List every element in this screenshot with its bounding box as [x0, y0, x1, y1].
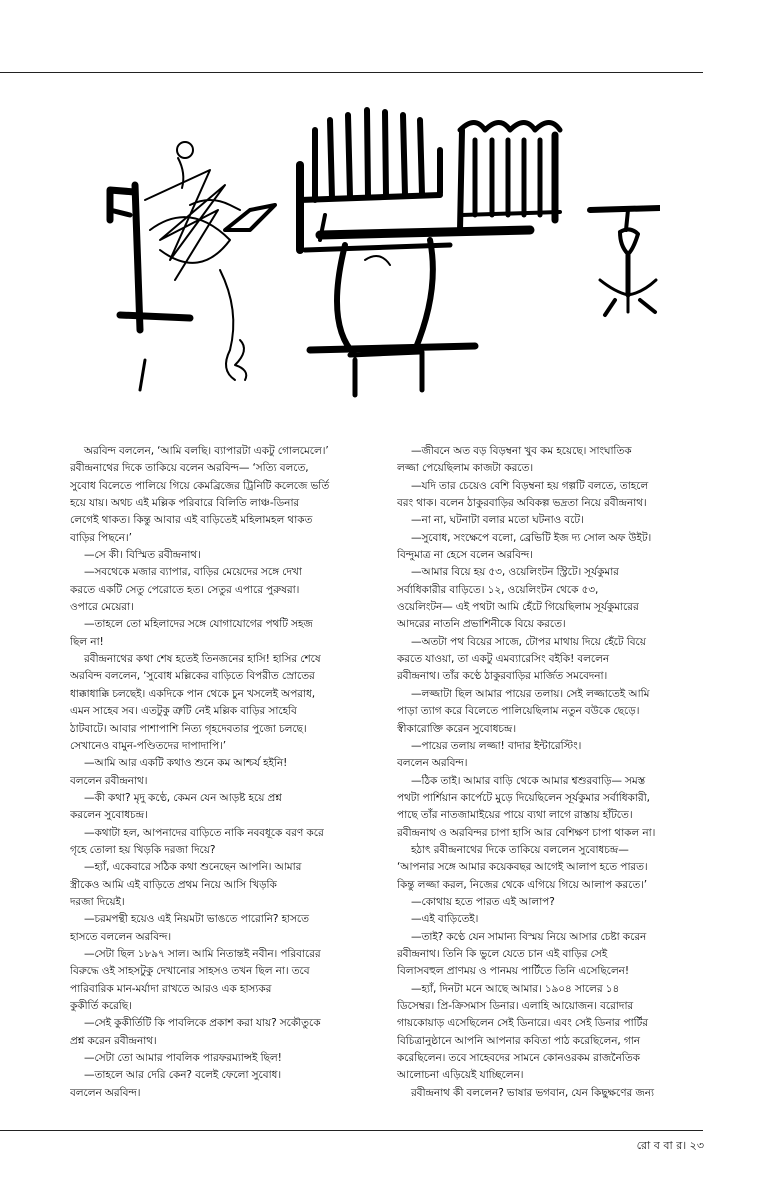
text-line: —পায়ের তলায় লজ্জা! বাদার ইন্টারেস্টিং। — [411, 739, 582, 752]
text-line: —লজ্জাটা ছিল আমার পায়ের তলায়। সেই লজ্জাতেই আমি — [411, 687, 650, 700]
text-line: সেখানেও বামুন-পণ্ডিতদের দাপাদাপি।’ — [70, 739, 227, 752]
text-line: বললেন রবীন্দ্রনাথ। — [70, 774, 148, 787]
text-line: —অতটা পথ বিয়ের সাজে, টোপর মাথায় দিয়ে হেঁটে বিয়ে — [411, 635, 646, 648]
text-line: —না না, ঘটনাটা বলার মতো ঘটনাও বটে। — [411, 514, 584, 527]
text-line: রবীন্দ্রনাথ। তিনি কি ভুলে যেতে চান এই বাড়ির সেই — [397, 947, 608, 960]
text-line: রবীন্দ্রনাথের দিকে তাকিয়ে বলেন অরবিন্দ— ‘সত্যি বলতে, — [70, 462, 309, 475]
top-rule — [0, 72, 703, 73]
text-line: —সুবোধ, সংক্ষেপে বলো, ব্রেভিটি ইজ দ্য সোল অফ উইট। — [411, 531, 652, 544]
bottom-rule — [0, 1130, 703, 1131]
text-line: আলোচনা এড়িয়েই যাচ্ছিলেন। — [397, 1069, 524, 1082]
text-line: —তাই? কণ্ঠে যেন সামান্য বিস্ময় নিয়ে আসার চেষ্টা করেন — [411, 930, 647, 943]
text-line: —জীবনে অত বড় বিড়ম্বনা খুব কম হয়েছে। সাংঘাতিক — [411, 445, 632, 457]
text-line: প্রশ্ন করেন রবীন্দ্রনাথ। — [70, 1034, 157, 1047]
text-line: —আমার বিয়ে হয় ৫৩, ওয়েলিংটন স্ট্রিটে। সূর্যকুমার — [411, 566, 619, 579]
text-line: রবীন্দ্রনাথ। তাঁর কণ্ঠে ঠাকুরবাড়ির মার্জিত সমবেদনা। — [397, 670, 608, 683]
text-line: গায়কোয়াড় এসেছিলেন সেই ডিনারে। এবং সেই ডিনার পার্টির — [397, 1017, 648, 1030]
text-line: ছিল না! — [70, 635, 104, 648]
text-line: করতে যাওয়া, তা একটু এমব্যারেসিং বইকি! বললেন — [397, 653, 610, 666]
text-line: লেগেই থাকত। কিন্তু আবার এই বাড়িতেই মহিলামহল থাকত — [70, 514, 313, 527]
text-line: কিন্তু লজ্জা করল, নিজের থেকে এগিয়ে গিয়ে আলাপ করতে।’ — [397, 878, 648, 891]
text-line: ওয়েলিংটন— এই পথটা আমি হেঁটে গিয়েছিলাম সূর্যকুমারের — [397, 601, 639, 614]
text-column-right — [397, 443, 703, 1102]
text-line: হাসতে বললেন অরবিন্দ। — [70, 930, 171, 943]
text-line: পথটা পার্শিয়ান কার্পেটে মুড়ে দিয়েছিলেন সূর্যকুমার সর্বাধিকারী, — [397, 791, 650, 804]
text-line: বিরুদ্ধে ওই সাহসটুকু দেখানোর সাহসও তখন ছিল না। তবে — [70, 965, 310, 978]
text-line: বিন্দুমাত্র না হেসে বলেন অরবিন্দ। — [397, 549, 533, 562]
text-line: বিলাসবহুল প্রাণময় ও পানময় পার্টিতে তিনি এসেছিলেন! — [397, 965, 629, 978]
text-column-left — [70, 443, 376, 1102]
page-footer: রো ব বা র। ২৩ — [636, 1139, 704, 1152]
text-line: —যদি তার চেয়েও বেশি বিড়ম্বনা হয় গল্পটি বলতে, তাহলে — [411, 479, 649, 492]
text-line: —সেটা ছিল ১৮৯৭ সাল। আমি নিতান্তই নবীন। পরিবারের — [84, 947, 321, 960]
text-line: বললেন অরবিন্দ। — [70, 1086, 141, 1099]
text-line: লজ্জা পেয়েছিলাম কাজটা করতে। — [397, 462, 533, 475]
text-line: দরজা দিয়েই। — [70, 895, 125, 908]
text-line: পারিবারিক মান-মর্যাদা রাখতে আরও এক হাস্যকর — [70, 982, 272, 995]
text-line: —ঠিক তাই। আমার বাড়ি থেকে আমার শ্বশুরবাড়ি— সমস্ত — [411, 774, 646, 787]
text-line: পাছে তাঁর নাতজামাইয়ের পায়ে ব্যথা লাগে রাস্তায় হাঁটতে। — [397, 809, 633, 822]
text-line: —সবথেকে মজার ব্যাপার, বাড়ির মেয়েদের সঙ্গে দেখা — [84, 566, 302, 579]
text-line: পাড়া ত্যাগ করে বিলেতে পালিয়েছিলাম নতুন বউকে ছেড়ে। — [397, 705, 640, 718]
text-line: —তাহলে আর দেরি কেন? বলেই ফেলো সুবোধ। — [84, 1069, 281, 1082]
text-line: —সেই কুকীর্তিটি কি পাবলিকে প্রকাশ করা যায়? সকৌতুকে — [84, 1017, 321, 1030]
text-line: —সেটা তো আমার পাবলিক পারফরম্যান্সই ছিল! — [84, 1052, 282, 1065]
text-line: বিচিত্রানুষ্ঠানে আপনি আপনার কবিতা পাঠ করেছিলেন, গান — [397, 1034, 640, 1047]
ink-sketch-illustration — [100, 90, 660, 410]
text-line: রবীন্দ্রনাথের কথা শেষ হতেই তিনজনের হাসি! হাসির শেষে — [84, 653, 321, 666]
text-line: —এই বাড়িতেই। — [411, 913, 479, 926]
text-line: আদরের নাতনি প্রভাশিনীকে বিয়ে করতে। — [397, 618, 566, 631]
text-line: হঠাৎ রবীন্দ্রনাথের দিকে তাকিয়ে বললেন সুবোধচন্দ্র— — [411, 843, 629, 856]
text-line: ওপারে মেয়েরা। — [70, 601, 134, 614]
text-line: —চরমপন্থী হয়েও এই নিয়মটা ভাঙতে পারোনি? হাসতে — [84, 913, 309, 926]
text-line: —হ্যাঁ, একেবারে সঠিক কথা শুনেছেন আপনি। আমার — [84, 861, 302, 874]
text-line: করলেন সুবোধচন্দ্র। — [70, 809, 148, 822]
text-line: হয়ে যায়। অথচ এই মল্লিক পরিবারে বিলিতি লাঞ্চ-ডিনার — [70, 497, 300, 510]
text-line: অরবিন্দ বললেন, ‘আমি বলছি। ব্যাপারটা একটু গোলমেলে।’ — [84, 445, 329, 457]
text-line: বললেন অরবিন্দ। — [397, 757, 468, 770]
text-line: রবীন্দ্রনাথ ও অরবিন্দর চাপা হাসি আর বেশিক্ষণ চাপা থাকল না। — [397, 826, 656, 839]
text-line: এমন সাহেব সব। এতটুকু ত্রুটি নেই মল্লিক বাড়ির সাহেবি — [70, 705, 297, 718]
text-line: —কথাটা হল, আপনাদের বাড়িতে নাকি নববধূকে বরণ করে — [84, 826, 324, 839]
text-line: সর্বাধিকারীর বাড়িতে। ১২, ওয়েলিংটন থেকে ৫৩, — [397, 583, 599, 596]
text-line: বরং থাক। বলেন ঠাকুরবাড়ির অবিকল্প ভদ্রতা নিয়ে রবীন্দ্রনাথ। — [397, 497, 647, 510]
text-line: সুবোধ বিলেতে পালিয়ে গিয়ে কেমব্রিজের ট্রিনিটি কলেজে ভর্তি — [70, 479, 330, 492]
text-line: —হ্যাঁ, দিনটা মনে আছে আমার। ১৯০৪ সালের ১৪ — [411, 982, 620, 995]
text-line: কুকীর্তি করেছি। — [70, 1000, 132, 1012]
text-line: —কী কথা? মৃদু কণ্ঠে, কেমন যেন আড়ষ্ট হয়ে প্রশ্ন — [84, 791, 282, 804]
text-line: ধাক্কাধাক্কি চলছেই। একদিকে পান থেকে চুন খসলেই অপরাধ, — [70, 687, 315, 700]
text-line: —তাহলে তো মহিলাদের সঙ্গে যোগাযোগের পথটি সহজ — [84, 618, 313, 631]
text-line: ‘আপনার সঙ্গে আমার কয়েকবছর আগেই আলাপ হতে পারত। — [397, 861, 648, 874]
text-line: অরবিন্দ বললেন, ‘সুবোধ মল্লিকের বাড়িতে বিপরীত স্রোতের — [70, 670, 315, 683]
text-line: করেছিলেন। তবে সাহেবদের সামনে কোনওরকম রাজনৈতিক — [397, 1052, 640, 1065]
text-line: —কোথায় হতে পারত এই আলাপ? — [411, 895, 555, 908]
text-line: —সে কী। বিস্মিত রবীন্দ্রনাথ। — [84, 549, 201, 562]
text-line: বাড়ির পিছনে।’ — [70, 531, 132, 544]
text-line: ডিসেম্বর। প্রি-ক্রিসমাস ডিনার। এলাহি আয়োজন। বরোদার — [397, 1000, 634, 1012]
text-line: গৃহে তোলা হয় খিড়কি দরজা দিয়ে? — [70, 843, 216, 856]
text-line: স্ত্রীকেও আমি এই বাড়িতে প্রথম নিয়ে আসি খিড়কি — [70, 878, 277, 891]
text-line: রবীন্দ্রনাথ কী বললেন? ভাষার ভগবান, যেন কিছুক্ষণের জন্য — [411, 1086, 654, 1099]
text-line: ঠাটবাটে। আবার পাশাপাশি নিত্য গৃহদেবতার পুজো চলছে। — [70, 722, 307, 735]
text-line: —আমি আর একটি কথাও শুনে কম আশ্চর্য হইনি! — [84, 757, 288, 770]
text-line: স্বীকারোক্তি করেন সুবোধচন্দ্র। — [397, 722, 516, 735]
text-line: করতে একটি সেতু পেরোতে হত। সেতুর এপারে পুরুষরা। — [70, 583, 300, 596]
